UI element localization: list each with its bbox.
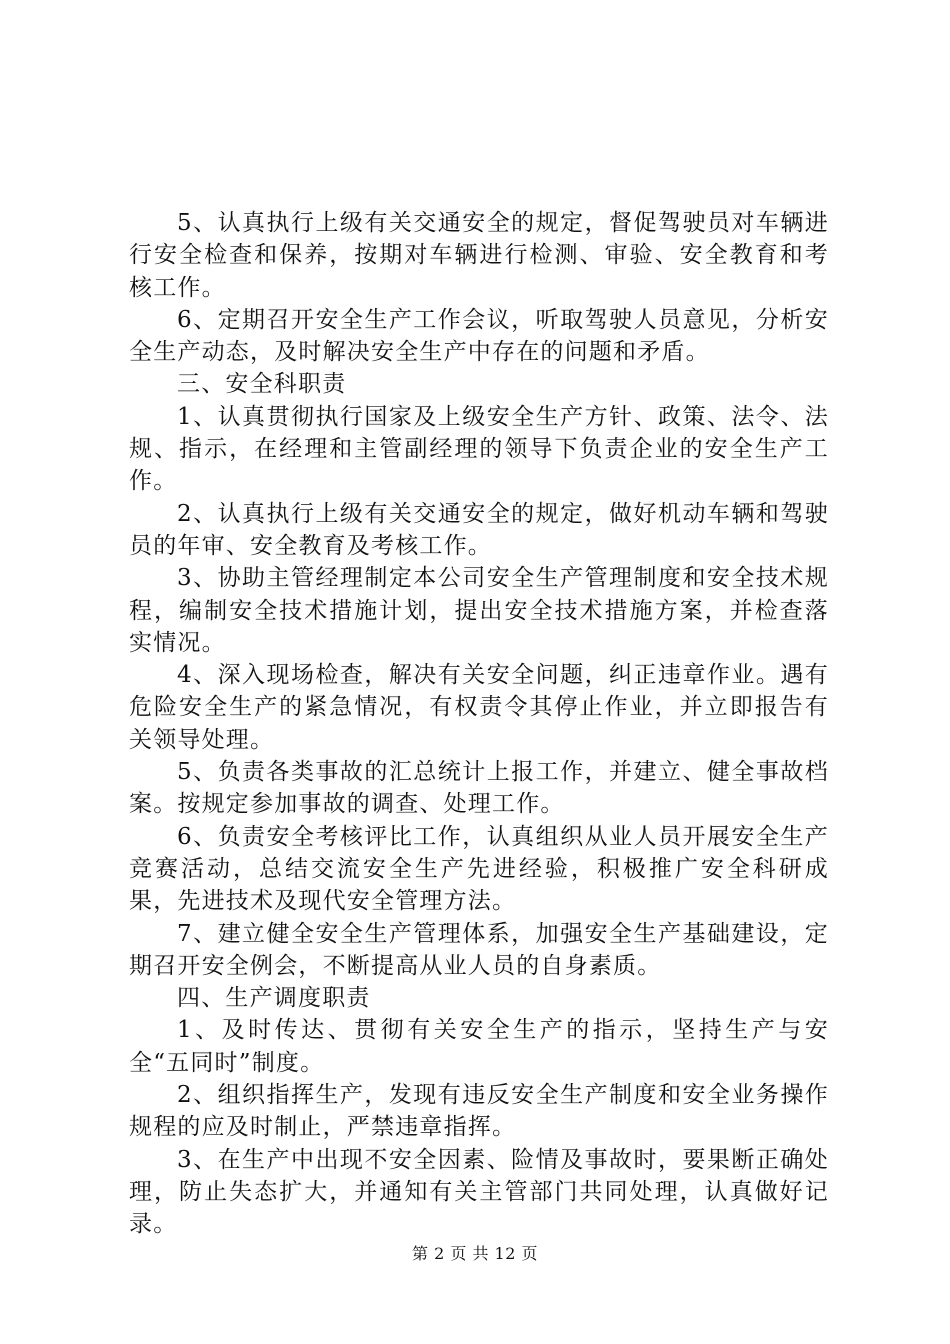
section-heading: 三、安全科职责 (177, 371, 347, 398)
body-paragraph: 5、认真执行上级有关交通安全的规定，督促驾驶员对车辆进行安全检查和保养，按期对车辆进行检测、审验、安全教育和考核工作。 (129, 210, 829, 301)
body-paragraph: 3、在生产中出现不安全因素、险情及事故时，要果断正确处理，防止失态扩大，并通知有关主管部门共同处理，认真做好记录。 (129, 1146, 829, 1238)
document-body (129, 207, 829, 1241)
body-paragraph: 2、认真执行上级有关交通安全的规定，做好机动车辆和驾驶员的年审、安全教育及考核工作。 (129, 500, 829, 559)
body-paragraph: 7、建立健全安全生产管理体系，加强安全生产基础建设，定期召开安全例会，不断提高从业人员的自身素质。 (129, 920, 829, 979)
body-paragraph: 5、负责各类事故的汇总统计上报工作，并建立、健全事故档案。按规定参加事故的调查、处理工作。 (129, 759, 829, 818)
body-paragraph: 2、组织指挥生产，发现有违反安全生产制度和安全业务操作规程的应及时制止，严禁违章指挥。 (129, 1082, 829, 1141)
body-paragraph: 3、协助主管经理制定本公司安全生产管理制度和安全技术规程，编制安全技术措施计划，提出安全技术措施方案，并检查落实情况。 (129, 565, 829, 656)
body-paragraph: 4、深入现场检查，解决有关安全问题，纠正违章作业。遇有危险安全生产的紧急情况，有权责令其停止作业，并立即报告有关领导处理。 (129, 662, 829, 753)
body-paragraph: 1、及时传达、贯彻有关安全生产的指示，坚持生产与安全“五同时”制度。 (129, 1017, 829, 1076)
body-paragraph: 6、定期召开安全生产工作会议，听取驾驶人员意见，分析安全生产动态，及时解决安全生产中存在的问题和矛盾。 (129, 306, 829, 366)
page-number-footer: 第 2 页 共 12 页 (412, 1244, 538, 1263)
body-paragraph: 6、负责安全考核评比工作，认真组织从业人员开展安全生产竞赛活动，总结交流安全生产先进经验，积极推广安全科研成果，先进技术及现代安全管理方法。 (129, 823, 829, 915)
section-heading: 四、生产调度职责 (177, 985, 371, 1012)
body-paragraph: 1、认真贯彻执行国家及上级安全生产方针、政策、法令、法规、指示，在经理和主管副经理的领导下负责企业的安全生产工作。 (129, 403, 829, 495)
